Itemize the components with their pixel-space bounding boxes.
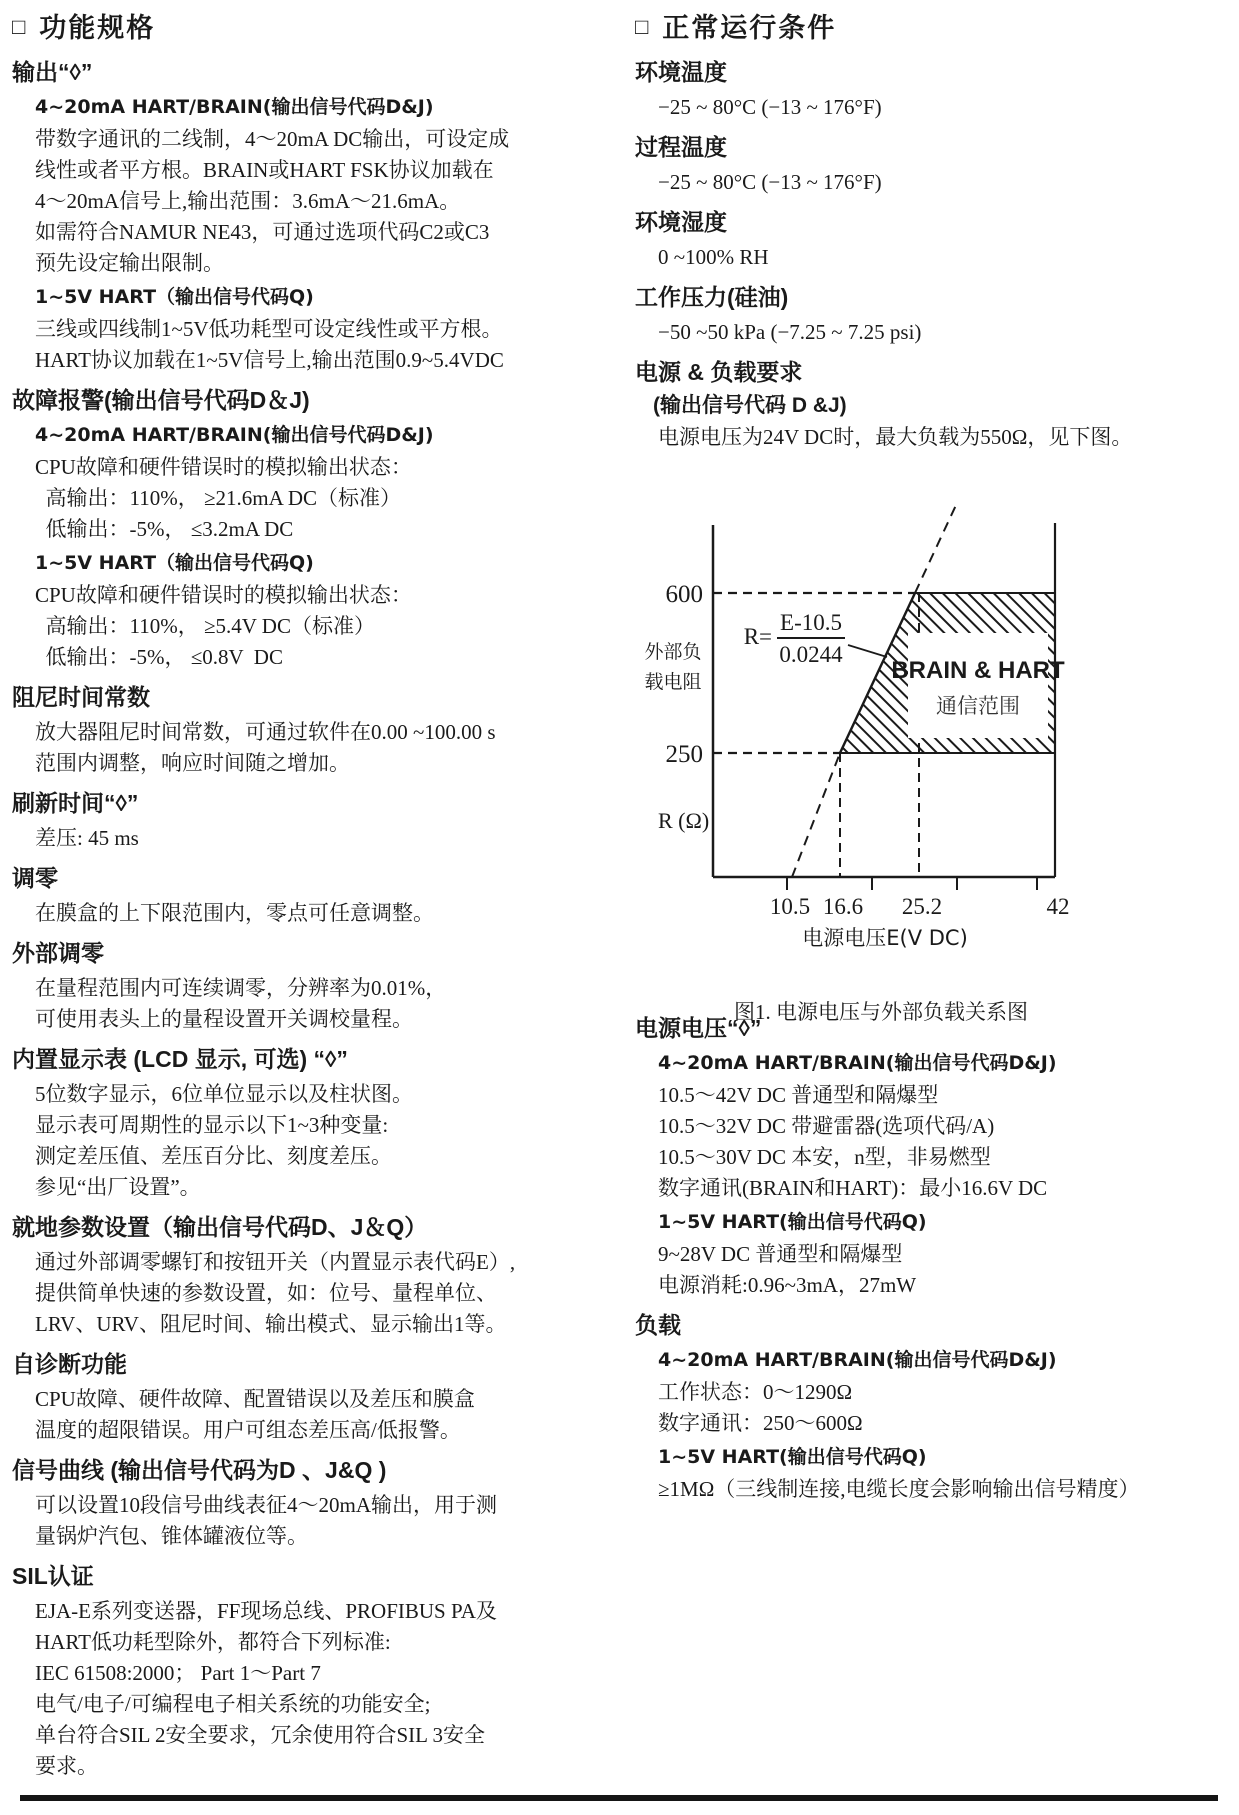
- left-p-26-line-0: 可以设置10段信号曲线表征4～20mA输出，用于测: [35, 1493, 497, 1517]
- section-box-marker: □: [12, 14, 26, 39]
- right-top-h2-1: 环境温度: [635, 59, 727, 85]
- left-p-5: [35, 314, 612, 376]
- formula-lhs: R=: [743, 624, 772, 649]
- left-h2-21: 就地参数设置（输出信号代码D、J＆Q）: [12, 1214, 428, 1240]
- load-line-upper-extension: [915, 503, 957, 593]
- left-p-5-line-1: HART协议加载在1~5V信号上,输出范围0.9~5.4VDC: [35, 348, 504, 372]
- figure-caption: 图1. 电源电压与外部负载关系图: [734, 1000, 1028, 1024]
- right-top-p-8-line-0: −50 ~50 kPa (−7.25 ~ 7.25 psi): [658, 320, 922, 344]
- left-h2-15: 调零: [12, 865, 58, 891]
- right-bottom-p-2: [658, 1080, 1239, 1204]
- right-bottom-h2-0: 电源电压“◊”: [635, 1015, 762, 1041]
- right-bottom-p-2-line-0: 10.5～42V DC 普通型和隔爆型: [658, 1083, 939, 1107]
- section-title-text: 正常运行条件: [662, 13, 837, 43]
- right-top-p-2: [658, 92, 1239, 123]
- left-p-28-line-1: HART低功耗型除外，都符合下列标准:: [35, 1630, 391, 1654]
- left-p-24-line-1: 温度的超限错误。用户可组态差压高/低报警。: [35, 1418, 461, 1442]
- left-p-3-line-1: 线性或者平方根。BRAIN或HART FSK协议加载在: [35, 158, 494, 182]
- left-p-20: [35, 1079, 612, 1203]
- left-h2-25: 信号曲线 (输出信号代码为D 、J&Q ): [12, 1457, 387, 1483]
- y-axis-unit: R (Ω): [658, 808, 710, 833]
- left-p-3: [35, 124, 612, 279]
- x-tick-label-10-5: 10.5: [769, 894, 811, 919]
- y-tick-label-600: 600: [665, 581, 703, 608]
- left-p-28-line-3: 电气/电子/可编程电子相关系统的功能安全;: [35, 1692, 431, 1716]
- left-p-26: [35, 1490, 612, 1552]
- left-sub-9: 1~5V HART（输出信号代码Q): [35, 552, 314, 574]
- y-axis-title-line2: 载电阻: [644, 672, 702, 693]
- left-p-24: [35, 1384, 612, 1446]
- left-h2-11: 阻尼时间常数: [12, 684, 150, 710]
- right-top-p-4-line-0: −25 ~ 80°C (−13 ~ 176°F): [658, 170, 882, 194]
- left-p-3-line-2: 4～20mA信号上,输出范围：3.6mA～21.6mA。: [35, 189, 461, 213]
- left-p-3-line-0: 带数字通讯的二线制，4～20mA DC输出，可设定成: [35, 127, 510, 151]
- left-p-8-line-2: 低输出：-5%， ≤3.2mA DC: [35, 517, 294, 541]
- left-p-10: [35, 580, 612, 673]
- left-p-8-line-1: 高输出：110%， ≥21.6mA DC（标准）: [35, 486, 402, 510]
- left-p-22-line-0: 通过外部调零螺钉和按钮开关（内置显示表代码E）,: [35, 1250, 516, 1274]
- comm-range-label-line1: BRAIN & HART: [891, 657, 1065, 684]
- right-top-p-11: [658, 422, 1239, 453]
- left-p-16: [35, 898, 612, 929]
- right-top-h2-5: 环境湿度: [635, 209, 727, 235]
- right-column: [635, 10, 1239, 1501]
- left-p-8-line-0: CPU故障和硬件错误时的模拟输出状态：: [35, 455, 412, 479]
- right-top-h2-9: 电源 & 负载要求: [635, 359, 803, 385]
- left-h2-19: 内置显示表 (LCD 显示, 可选) “◊”: [12, 1046, 348, 1072]
- left-p-8: [35, 452, 612, 545]
- left-p-10-line-1: 高输出：110%， ≥5.4V DC（标准）: [35, 614, 375, 638]
- right-bottom-p-7-line-0: 工作状态：0～1290Ω: [658, 1380, 853, 1404]
- y-axis-title-line1: 外部负: [644, 642, 702, 663]
- left-sub-4: 1~5V HART（输出信号代码Q): [35, 286, 314, 308]
- right-bottom-sub-6: 4~20mA HART/BRAIN(输出信号代码D&J): [658, 1349, 1057, 1371]
- right-bottom-p-4: [658, 1239, 1239, 1301]
- right-column-top: [635, 10, 1239, 453]
- right-top-p-8: [658, 317, 1239, 348]
- left-h1-0: [12, 10, 612, 46]
- left-p-20-line-3: 参见“出厂设置”。: [35, 1175, 201, 1199]
- section-box-marker: □: [635, 14, 649, 39]
- left-p-14-line-0: 差压: 45 ms: [35, 826, 139, 850]
- left-h2-6: 故障报警(输出信号代码D＆J): [12, 387, 310, 413]
- right-top-p-4: [658, 167, 1239, 198]
- x-tick-label-25-2: 25.2: [901, 894, 943, 919]
- x-tick-label-42: 42: [1046, 894, 1070, 919]
- right-bottom-p-4-line-1: 电源消耗:0.96~3mA，27mW: [658, 1273, 917, 1297]
- right-bottom-sub-3: 1~5V HART(输出信号代码Q): [658, 1211, 927, 1233]
- right-column-bottom: [635, 1012, 1239, 1507]
- right-bottom-p-7: [658, 1377, 1239, 1439]
- left-h2-23: 自诊断功能: [12, 1351, 127, 1377]
- right-bottom-p-9: [658, 1474, 1239, 1505]
- right-bottom-p-2-line-3: 数字通讯(BRAIN和HART)：最小16.6V DC: [658, 1176, 1048, 1200]
- right-bottom-h2-5: 负载: [635, 1312, 681, 1338]
- left-p-10-line-2: 低输出：-5%， ≤0.8V DC: [35, 645, 283, 669]
- load-line-lower-extension: [792, 753, 840, 877]
- right-bottom-sub-8: 1~5V HART(输出信号代码Q): [658, 1446, 927, 1468]
- left-p-16-line-0: 在膜盒的上下限范围内，零点可任意调整。: [35, 901, 434, 925]
- left-p-5-line-0: 三线或四线制1~5V低功耗型可设定线性或平方根。: [35, 317, 503, 341]
- formula-denominator: 0.0244: [779, 642, 843, 667]
- right-bottom-p-2-line-2: 10.5～30V DC 本安，n型，非易燃型: [658, 1145, 991, 1169]
- left-p-20-line-0: 5位数字显示，6位单位显示以及柱状图。: [35, 1082, 413, 1106]
- left-p-22-line-2: LRV、URV、阻尼时间、输出模式、显示输出1等。: [35, 1312, 507, 1336]
- left-p-12-line-1: 范围内调整，响应时间随之增加。: [35, 751, 350, 775]
- right-bottom-p-2-line-1: 10.5～32V DC 带避雷器(选项代码/A): [658, 1114, 995, 1138]
- left-p-18-line-0: 在量程范围内可连续调零，分辨率为0.01%，: [35, 976, 447, 1000]
- left-p-12: [35, 717, 612, 779]
- left-h2-27: SIL认证: [12, 1563, 94, 1589]
- left-h2-1: 输出“◊”: [12, 59, 93, 85]
- left-p-28-line-4: 单台符合SIL 2安全要求，冗余使用符合SIL 3安全: [35, 1723, 485, 1747]
- left-p-28-line-5: 要求。: [35, 1754, 98, 1778]
- right-top-h2-7: 工作压力(硅油): [635, 284, 789, 310]
- left-p-3-line-4: 预先设定输出限制。: [35, 251, 224, 275]
- left-p-28: [35, 1596, 612, 1782]
- left-p-3-line-3: 如需符合NAMUR NE43，可通过选项代码C2或C3: [35, 220, 490, 244]
- x-tick-label-16-6: 16.6: [822, 894, 864, 919]
- left-p-22-line-1: 提供简单快速的参数设置，如：位号、量程单位、: [35, 1281, 497, 1305]
- left-p-22: [35, 1247, 612, 1340]
- right-top-p-6-line-0: 0 ~100% RH: [658, 245, 769, 269]
- left-p-26-line-1: 量锅炉汽包、锥体罐液位等。: [35, 1524, 308, 1548]
- left-p-12-line-0: 放大器阻尼时间常数，可通过软件在0.00 ~100.00 s: [35, 720, 496, 744]
- right-bottom-sub-1: 4~20mA HART/BRAIN(输出信号代码D&J): [658, 1052, 1057, 1074]
- right-top-p-11-line-0: 电源电压为24V DC时，最大负载为550Ω，见下图。: [658, 425, 1133, 449]
- right-bottom-p-4-line-0: 9~28V DC 普通型和隔爆型: [658, 1242, 903, 1266]
- right-top-p-6: [658, 242, 1239, 273]
- y-tick-label-250: 250: [665, 741, 703, 768]
- left-p-14: [35, 823, 612, 854]
- section-title-text: 功能规格: [39, 13, 156, 43]
- right-bottom-p-9-line-0: ≥1MΩ（三线制连接,电缆长度会影响输出信号精度）: [658, 1477, 1140, 1501]
- left-p-28-line-2: IEC 61508:2000； Part 1～Part 7: [35, 1661, 321, 1685]
- footer-rule: [20, 1795, 1218, 1801]
- power-load-chart: [635, 470, 1239, 950]
- formula-pointer-line: [848, 645, 887, 657]
- left-p-20-line-1: 显示表可周期性的显示以下1~3种变量:: [35, 1113, 389, 1137]
- left-p-10-line-0: CPU故障和硬件错误时的模拟输出状态：: [35, 583, 412, 607]
- left-h2-17: 外部调零: [12, 940, 104, 966]
- comm-range-box: [908, 633, 1048, 738]
- right-bottom-p-7-line-1: 数字通讯：250～600Ω: [658, 1411, 863, 1435]
- figure-power-load: [635, 470, 1239, 1027]
- right-top-h2-10: (输出信号代码 D &J): [653, 394, 847, 417]
- left-sub-2: 4~20mA HART/BRAIN(输出信号代码D&J): [35, 96, 434, 118]
- left-p-28-line-0: EJA-E系列变送器，FF现场总线、PROFIBUS PA及: [35, 1599, 497, 1623]
- formula-numerator: E-10.5: [780, 610, 842, 635]
- x-axis-title: 电源电压E(V DC): [802, 926, 968, 950]
- left-sub-7: 4~20mA HART/BRAIN(输出信号代码D&J): [35, 424, 434, 446]
- right-top-h2-3: 过程温度: [635, 134, 727, 160]
- left-p-18: [35, 973, 612, 1035]
- left-column: [12, 10, 612, 1784]
- comm-range-label-line2: 通信范围: [936, 694, 1020, 718]
- left-p-24-line-0: CPU故障、硬件故障、配置错误以及差压和膜盒: [35, 1387, 475, 1411]
- right-top-h1-0: [635, 10, 1239, 46]
- right-top-p-2-line-0: −25 ~ 80°C (−13 ~ 176°F): [658, 95, 882, 119]
- left-p-20-line-2: 测定差压值、差压百分比、刻度差压。: [35, 1144, 392, 1168]
- left-h2-13: 刷新时间“◊”: [12, 790, 139, 816]
- left-p-18-line-1: 可使用表头上的量程设置开关调校量程。: [35, 1007, 413, 1031]
